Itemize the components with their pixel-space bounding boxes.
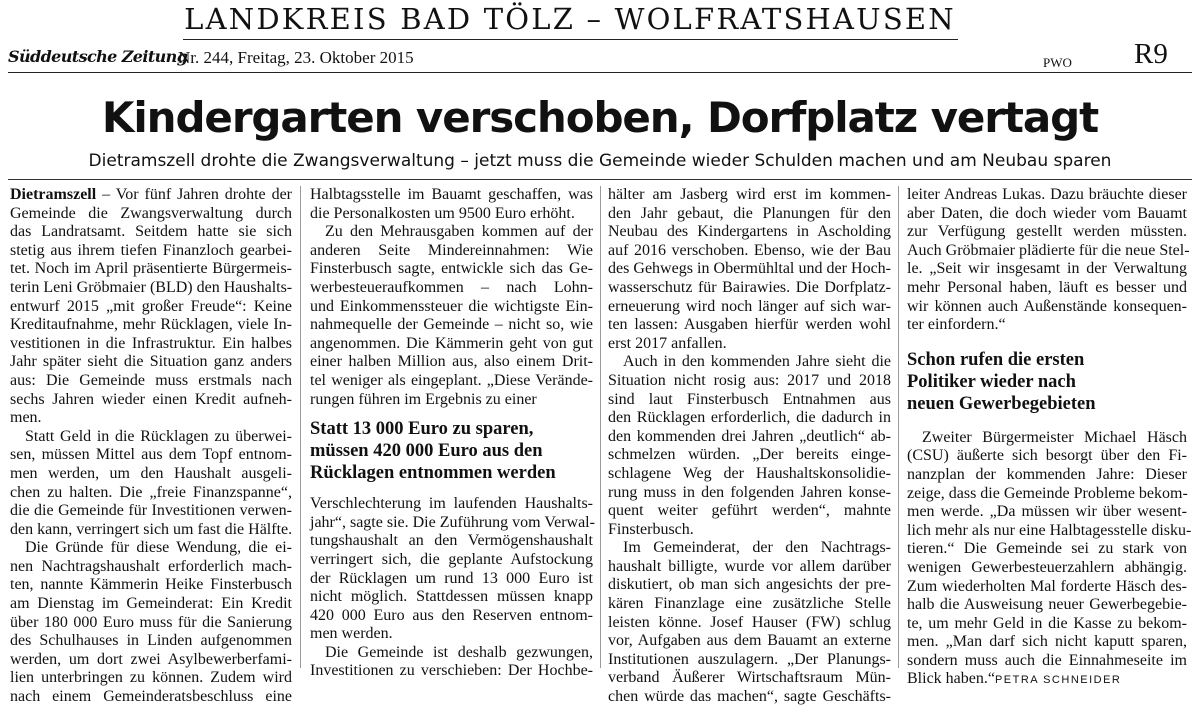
subheading-line: Schon rufen die ersten <box>907 349 1085 370</box>
body-text-line: aus: Die Gemeinde muss erstmals nach <box>10 371 292 389</box>
body-text-line: Halbtagsstelle im Bauamt geschaffen, was <box>310 186 593 203</box>
body-text-line: Im Gemeinderat, der den Nachtrags- <box>623 539 891 557</box>
body-text-line: tungshaushalt an den Vermögenshaushalt <box>310 532 593 550</box>
body-text-line: kären Finanzlage eine zusätzliche Stelle <box>608 595 891 613</box>
body-text-line: (CSU) äußerte sich besorgt über den Fi- <box>907 447 1187 465</box>
body-text-line: men werden, um den Haushalt ausgeli- <box>10 464 292 482</box>
body-text-line: diskutiert, ob man sich angesichts der pre- <box>608 576 891 594</box>
body-text-line: haushalt billigte, wurde vor allem darüber <box>608 557 891 575</box>
edition-code: PWO <box>1043 55 1072 70</box>
body-text-line: nanzplan der kommenden Jahre: Dieser <box>907 465 1187 483</box>
body-text-line: des Gehwegs in Obermühltal und der Hoch- <box>608 260 891 278</box>
body-text-line: Statt Geld in die Rücklagen zu überwei- <box>25 427 292 445</box>
article-column-3 <box>608 186 891 707</box>
body-text-line: das Landratsamt. Seitdem hatte sie sich <box>10 223 292 241</box>
body-text-line: ten, nannte Kämmerin Heike Finsterbusch <box>10 576 292 594</box>
section-title: LANDKREIS BAD TÖLZ – WOLFRATSHAUSEN <box>184 2 956 36</box>
body-text-line: des Schulhauses in Linden aufgenommen <box>10 632 292 650</box>
subheading-line: Statt 13 000 Euro zu sparen, <box>310 419 534 440</box>
spacer <box>907 335 1187 349</box>
body-text-line: te, um mehr Geld in die Kasse zu bekom- <box>907 614 1187 632</box>
author-byline: PETRA SCHNEIDER <box>994 674 1122 687</box>
body-text-line: men. „Man darf sich nicht kaputt sparen, <box>907 633 1187 651</box>
body-text-line: Investitionen zu verschieben: Der Hochbe- <box>310 662 593 680</box>
body-text-line: hälter am Jasberg wird erst im kommen- <box>608 186 891 203</box>
body-text-line: Verschlechterung im laufenden Haushalts- <box>310 495 593 513</box>
body-text-line: Gemeinde die Zwangsverwaltung durch <box>10 204 292 222</box>
body-text-line: vestitionen in die Infrastruktur. Ein halbes <box>10 334 292 352</box>
body-text-line: Kreditaufnahme, mehr Rücklagen, viele In- <box>10 316 292 334</box>
body-text-line: die Personalkosten um 9500 Euro erhöht. <box>310 204 575 222</box>
masthead-logo: Süddeutsche Zeitung <box>8 47 188 66</box>
body-text-line: nicht möglich. Stattdessen müssen knapp <box>310 588 593 606</box>
body-text-line: erst 2017 anfallen. <box>608 334 727 352</box>
body-text-line: leiter Andreas Lukas. Dazu bräuchte dieser <box>907 186 1187 203</box>
issue-info: Nr. 244, Freitag, 23. Oktober 2015 <box>178 48 414 67</box>
subheading-line: Rücklagen entnommen werden <box>310 463 556 484</box>
column-divider <box>600 186 601 668</box>
body-text-line: aber Daten, die doch wieder vom Bauamt <box>907 204 1187 222</box>
body-text-line: zur Verfügung gestellt werden müssten. <box>907 223 1187 241</box>
body-text-line: Finsterbusch sagte, entwickle sich das Ge- <box>310 260 593 278</box>
body-text-line: Zum wiederholten Mal forderte Häsch des- <box>907 577 1187 595</box>
page-number: R9 <box>1134 38 1168 70</box>
column-divider <box>300 186 301 668</box>
body-text-line: sind laut Finsterbusch Entnahmen aus <box>608 390 891 408</box>
body-text-line: men werde. „Da müssen wir über wesent- <box>907 503 1187 521</box>
masthead-rule <box>8 72 1192 73</box>
body-text-line: quent weiter geführt werden“, mahnte <box>608 502 891 520</box>
body-text-line: chen zu halten. Die „freie Finanzspanne“, <box>10 483 292 501</box>
body-text-line: vor, Aufgaben aus dem Bauamt an externe <box>608 632 891 650</box>
body-text-line: und Einkommenssteuer die wichtigste Ein- <box>310 297 593 315</box>
body-text-line: Auch in den kommenden Jahre sieht die <box>623 353 891 371</box>
body-text-line: zeige, dass die Gemeinde Probleme bekom- <box>907 484 1188 502</box>
body-text-line: die die Gemeinde für Investitionen verwen- <box>10 502 292 520</box>
body-text-line: Zu den Mehrausgaben kommen auf der <box>325 223 593 241</box>
body-text-line: Institutionen auszulagern. „Der Planungs- <box>608 650 891 668</box>
body-text-line: lien unterbringen zu können. Zudem wird <box>10 669 292 687</box>
body-text: – Vor fünf Jahren drohte der <box>96 186 292 203</box>
body-text-line: werden, um dort zwei Asylbewerberfami- <box>10 650 292 668</box>
spacer <box>907 415 1187 429</box>
body-text-line: halb die Ausweisung neuer Gewerbegebie- <box>907 596 1187 614</box>
subheading-line: müssen 420 000 Euro aus den <box>310 441 543 462</box>
body-text-line: rungen führen im Ergebnis zu einer <box>310 390 537 408</box>
body-text-line: le. „Seit wir insgesamt in der Verwaltung <box>907 260 1187 278</box>
body-text-line: sechs Jahren wieder einen Kredit aufneh- <box>10 390 292 408</box>
article-column-2 <box>310 186 593 681</box>
body-text: Blick haben.“ <box>907 670 995 688</box>
body-text-line: Neubau des Kindergartens in Ascholding <box>608 223 891 241</box>
subheading-line: neuen Gewerbegebieten <box>907 393 1096 414</box>
body-text-line: men werden. <box>310 625 393 643</box>
body-text-line: schmelzen würden. „Der bereits einge- <box>608 446 891 464</box>
body-text-line: auf 2016 verschoben. Ebenso, wie der Bau <box>608 241 891 259</box>
body-text-line: der Rücklagen um rund 13 000 Euro ist <box>310 569 593 587</box>
body-text-line: Die Gründe für diese Wendung, die ei- <box>25 539 292 557</box>
article-subheadline: Dietramszell drohte die Zwangsverwaltung – jetzt muss die Gemeinde wieder Schulden machen und am Neubau sparen <box>88 151 1112 171</box>
body-text-line: anderen Seite Mindereinnahmen: Wie <box>310 241 593 259</box>
subheading-line: Politiker wieder nach <box>907 371 1076 392</box>
body-text-line: über 180 000 Euro muss für die Sanierung <box>10 613 292 631</box>
body-text-line: wasserschutz für Bairawies. Die Dorfplatz- <box>608 278 891 296</box>
body-text-line: tel weniger als eingeplant. „Diese Verände- <box>310 371 593 389</box>
body-text-line: 420 000 Euro aus den Reserven entnom- <box>310 606 593 624</box>
body-text-line: men. <box>10 409 42 427</box>
body-text-line: erneuerung wird noch länger auf sich war- <box>608 297 891 315</box>
body-text-line: den Jahr gebaut, die Planungen für den <box>608 204 891 222</box>
body-text-line: den kann, verringert sich um fast die Hälfte. <box>10 520 293 538</box>
body-text-line: angenommen. Die Kämmerin geht von gut <box>310 334 593 352</box>
body-text-line: Die Gemeinde ist deshalb gezwungen, <box>325 643 593 661</box>
column-subheading <box>907 349 1187 415</box>
article-headline: Kindergarten verschoben, Dorfplatz vertagt <box>101 93 1099 142</box>
body-text-line <box>10 186 292 205</box>
body-text-line: jahr“, sagte sie. Die Zuführung vom Verwal- <box>310 513 595 531</box>
body-text-line: ter einfordern.“ <box>907 316 1006 334</box>
body-text-line: Finsterbusch. <box>608 520 694 538</box>
article-column-4 <box>907 186 1192 689</box>
body-text-line: Situation nicht rosig aus: 2017 und 2018 <box>608 371 891 389</box>
body-text-line: mehr Personal haben, läuft es besser und <box>907 278 1187 296</box>
body-text-line: tieren.“ Die Gemeinde sei zu stark von <box>907 540 1187 558</box>
body-text-line: wir können auch Außenstände konsequen- <box>907 297 1187 315</box>
body-text-line: sondern muss auch die Einnahmeseite im <box>907 651 1187 669</box>
body-text-line: nach einem Gemeinderatsbeschluss eine <box>10 688 292 706</box>
body-text-line: nen Nachtragshaushalt erforderlich mach- <box>10 557 292 575</box>
headline-rule <box>8 179 1192 180</box>
body-text-line: den Rücklagen erforderlich, die dadurch in <box>608 409 891 427</box>
body-text-line: verband Äußerer Wirtschaftsraum Mün- <box>608 669 891 687</box>
body-text-line: Auch Gröbmaier plädierte für die neue Stel- <box>907 241 1190 259</box>
body-text-line: am Dienstag im Gemeinderat: Ein Kredit <box>10 595 292 613</box>
column-subheading <box>310 418 593 484</box>
body-text-line: entwurf 2015 „mit großer Freude“: Keine <box>10 297 292 315</box>
article-column-1 <box>10 186 292 707</box>
body-text-line: lich mehr als nur eine Halbtagesstelle disku- <box>907 521 1192 539</box>
dateline: Dietramszell <box>10 186 97 203</box>
spacer <box>310 484 593 495</box>
body-text-line: sen, müssen Mittel aus dem Topf entnom- <box>10 446 292 464</box>
body-text-line: ten lassen: Ausgaben hierfür werden wohl <box>608 316 891 334</box>
body-text-line: einer halben Million aus, also einem Drit- <box>310 353 593 371</box>
body-text-line: werbesteueraufkommen – nach Lohn- <box>310 278 593 296</box>
body-text-line: wenigen Gewerbesteuerzahlern abhängig. <box>907 558 1187 576</box>
body-text-line: schlagene Weg der Haushaltskonsolidie- <box>608 464 891 482</box>
body-text-line: den kommenden drei Jahren „deutlich“ ab- <box>608 427 891 445</box>
header-rule <box>183 39 958 40</box>
body-text-line: chen würde das machen“, sagte Geschäfts- <box>608 688 891 706</box>
closing-line <box>907 670 1187 689</box>
body-text-line: Zweiter Bürgermeister Michael Häsch <box>922 428 1187 446</box>
body-text-line: rung muss in den folgenden Jahren konse- <box>608 483 891 501</box>
body-text-line: terin Leni Gröbmaier (BLD) den Haushalts- <box>10 278 293 296</box>
body-text-line: verringert sich, die geplante Aufstockung <box>310 550 593 568</box>
body-text-line: nahmequelle der Gemeinde – nicht so, wie <box>310 316 593 334</box>
body-text-line: leisten könne. Josef Hauser (FW) schlug <box>608 613 891 631</box>
column-divider <box>898 186 899 668</box>
body-text-line: tet. Noch im April präsentierte Bürgermeis- <box>10 260 292 278</box>
body-text-line: stetig aus ihrem tiefen Finanzloch gearbei- <box>10 241 292 259</box>
spacer <box>310 409 593 418</box>
body-text-line: Jahr später sieht die Situation ganz anders <box>10 353 292 371</box>
